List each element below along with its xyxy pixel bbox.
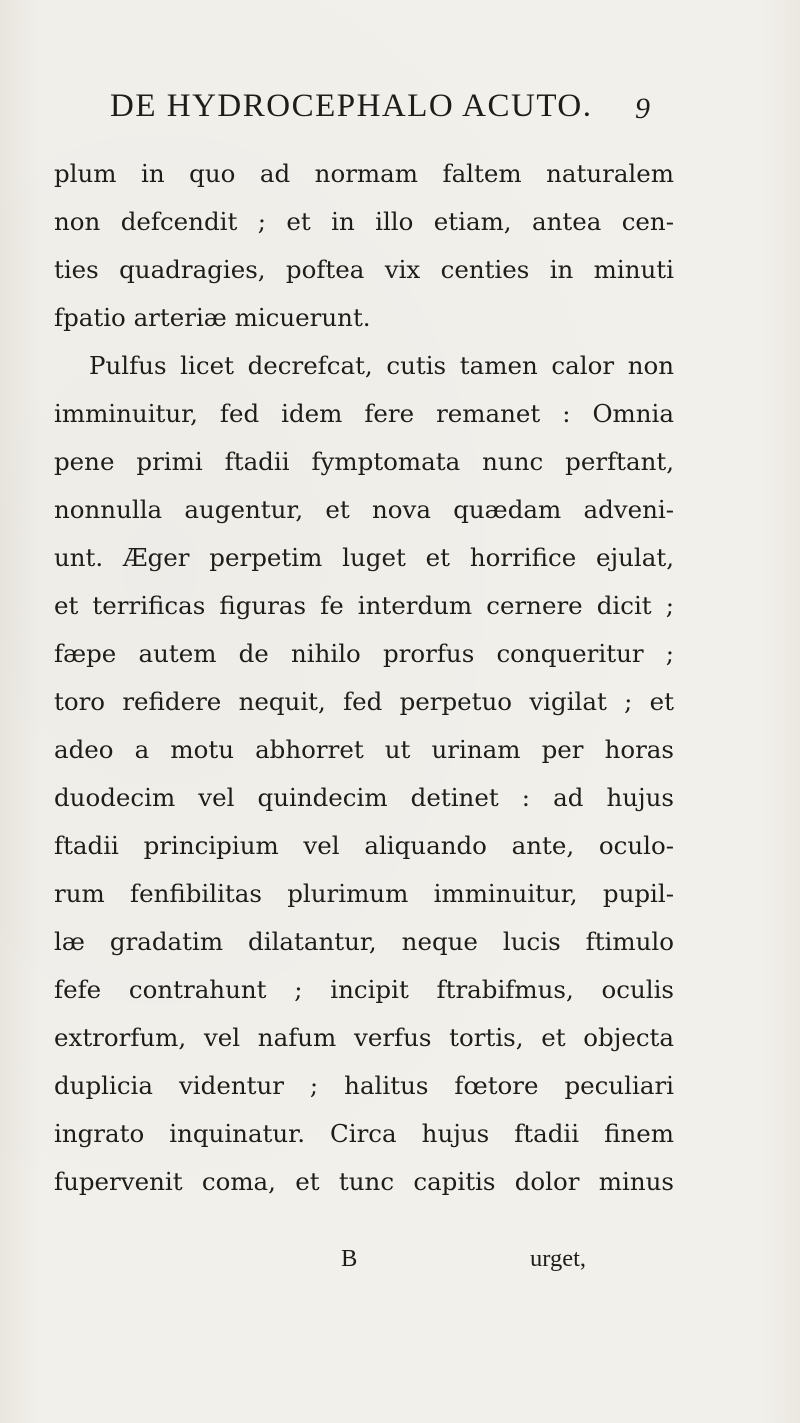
text-line: fupervenit coma, et tunc capitis dolor minus (54, 1167, 674, 1196)
text-line: læ gradatim dilatantur, neque lucis ftimulo (54, 927, 674, 956)
text-line: toro refidere nequit, fed perpetuo vigilat ; et (54, 687, 674, 716)
text-line: non defcendit ; et in illo etiam, antea cen- (54, 207, 674, 236)
text-line: nonnulla augentur, et nova quædam adveni- (54, 495, 674, 524)
text-line: fæpe autem de nihilo prorfus conqueritur ; (54, 639, 674, 668)
text-line: Pulfus licet decrefcat, cutis tamen calor non (89, 351, 674, 380)
signature-mark: B (341, 1245, 358, 1272)
text-line: imminuitur, fed idem fere remanet : Omnia (54, 399, 674, 428)
text-line: et terrificas figuras fe interdum cernere dicit ; (54, 591, 674, 620)
text-line: ftadii principium vel aliquando ante, oculo- (54, 831, 674, 860)
text-line: pene primi ftadii fymptomata nunc perftant, (54, 447, 674, 476)
text-line: ingrato inquinatur. Circa hujus ftadii finem (54, 1119, 674, 1148)
text-line: extrorfum, vel nafum verfus tortis, et objecta (54, 1023, 674, 1052)
text-line: ties quadragies, poftea vix centies in minuti (54, 255, 674, 284)
catchword: urget, (530, 1245, 587, 1272)
running-title: DE HYDROCEPHALO ACUTO. (110, 88, 593, 124)
running-head (110, 88, 650, 138)
text-line: adeo a motu abhorret ut urinam per horas (54, 735, 674, 764)
page-number: 9 (635, 92, 650, 125)
text-line: duplicia videntur ; halitus fœtore peculiari (54, 1071, 674, 1100)
text-line: unt. Æger perpetim luget et horrifice ejulat, (54, 543, 674, 572)
text-line: plum in quo ad normam faltem naturalem (54, 159, 674, 188)
text-line: fefe contrahunt ; incipit ftrabifmus, oculis (54, 975, 674, 1004)
text-line: duodecim vel quindecim detinet : ad hujus (54, 783, 674, 812)
text-line: rum fenfibilitas plurimum imminuitur, pupil- (54, 879, 674, 908)
body-text (54, 150, 674, 1206)
text-line: fpatio arteriæ micuerunt. (54, 303, 371, 332)
page-footer (0, 1245, 800, 1285)
